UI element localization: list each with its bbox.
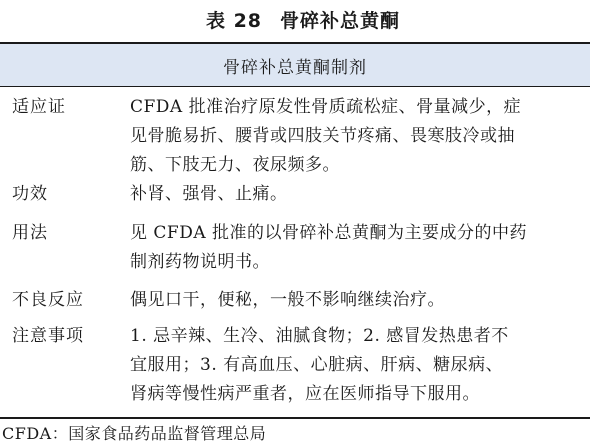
table-row-indications: [0, 93, 590, 180]
row-label: 功效: [12, 184, 48, 204]
row-content-line: 见 CFDA 批准的以骨碎补总黄酮为主要成分的中药: [130, 223, 528, 243]
row-content-line: 制剂药物说明书。: [130, 252, 270, 272]
row-content: [130, 286, 576, 315]
column-header: [0, 44, 590, 86]
table-row-efficacy: [0, 180, 590, 209]
row-content: [130, 93, 576, 180]
row-label: 不良反应: [12, 290, 84, 310]
row-content-line: 见骨脆易折、腰背或四肢关节疼痛、畏寒肢冷或抽: [130, 126, 515, 146]
row-content: [130, 322, 576, 409]
table-title: [0, 6, 600, 33]
column-header-text: 骨碎补总黄酮制剂: [223, 57, 367, 78]
table-row-precautions: [0, 322, 590, 409]
row-label: 用法: [12, 223, 48, 243]
header-rule: [0, 86, 590, 87]
row-label: 适应证: [12, 97, 66, 117]
table-row-usage: [0, 219, 590, 277]
table-row-adverse-reactions: [0, 286, 590, 315]
row-content-line: 1. 忌辛辣、生冷、油腻食物；2. 感冒发热患者不: [130, 326, 509, 346]
row-content-line: 宜服用；3. 有高血压、心脏病、肝病、糖尿病、: [130, 355, 504, 375]
row-content-line: 偶见口干，便秘，一般不影响继续治疗。: [130, 290, 445, 310]
row-content-line: CFDA 批准治疗原发性骨质疏松症、骨量减少，症: [130, 97, 522, 117]
row-content: [130, 219, 576, 277]
row-label: 注意事项: [12, 326, 84, 346]
table-number: 表 28: [205, 10, 263, 32]
row-content-line: 补肾、强骨、止痛。: [130, 184, 288, 204]
row-content-line: 肾病等慢性病严重者，应在医师指导下服用。: [130, 384, 480, 404]
bottom-rule: [0, 417, 590, 419]
row-content-line: 筋、下肢无力、夜尿频多。: [130, 155, 340, 175]
row-content: [130, 180, 576, 209]
table-footnote: CFDA：国家食品药品监督管理总局: [2, 424, 267, 443]
table-title-text: 骨碎补总黄酮: [280, 10, 401, 32]
